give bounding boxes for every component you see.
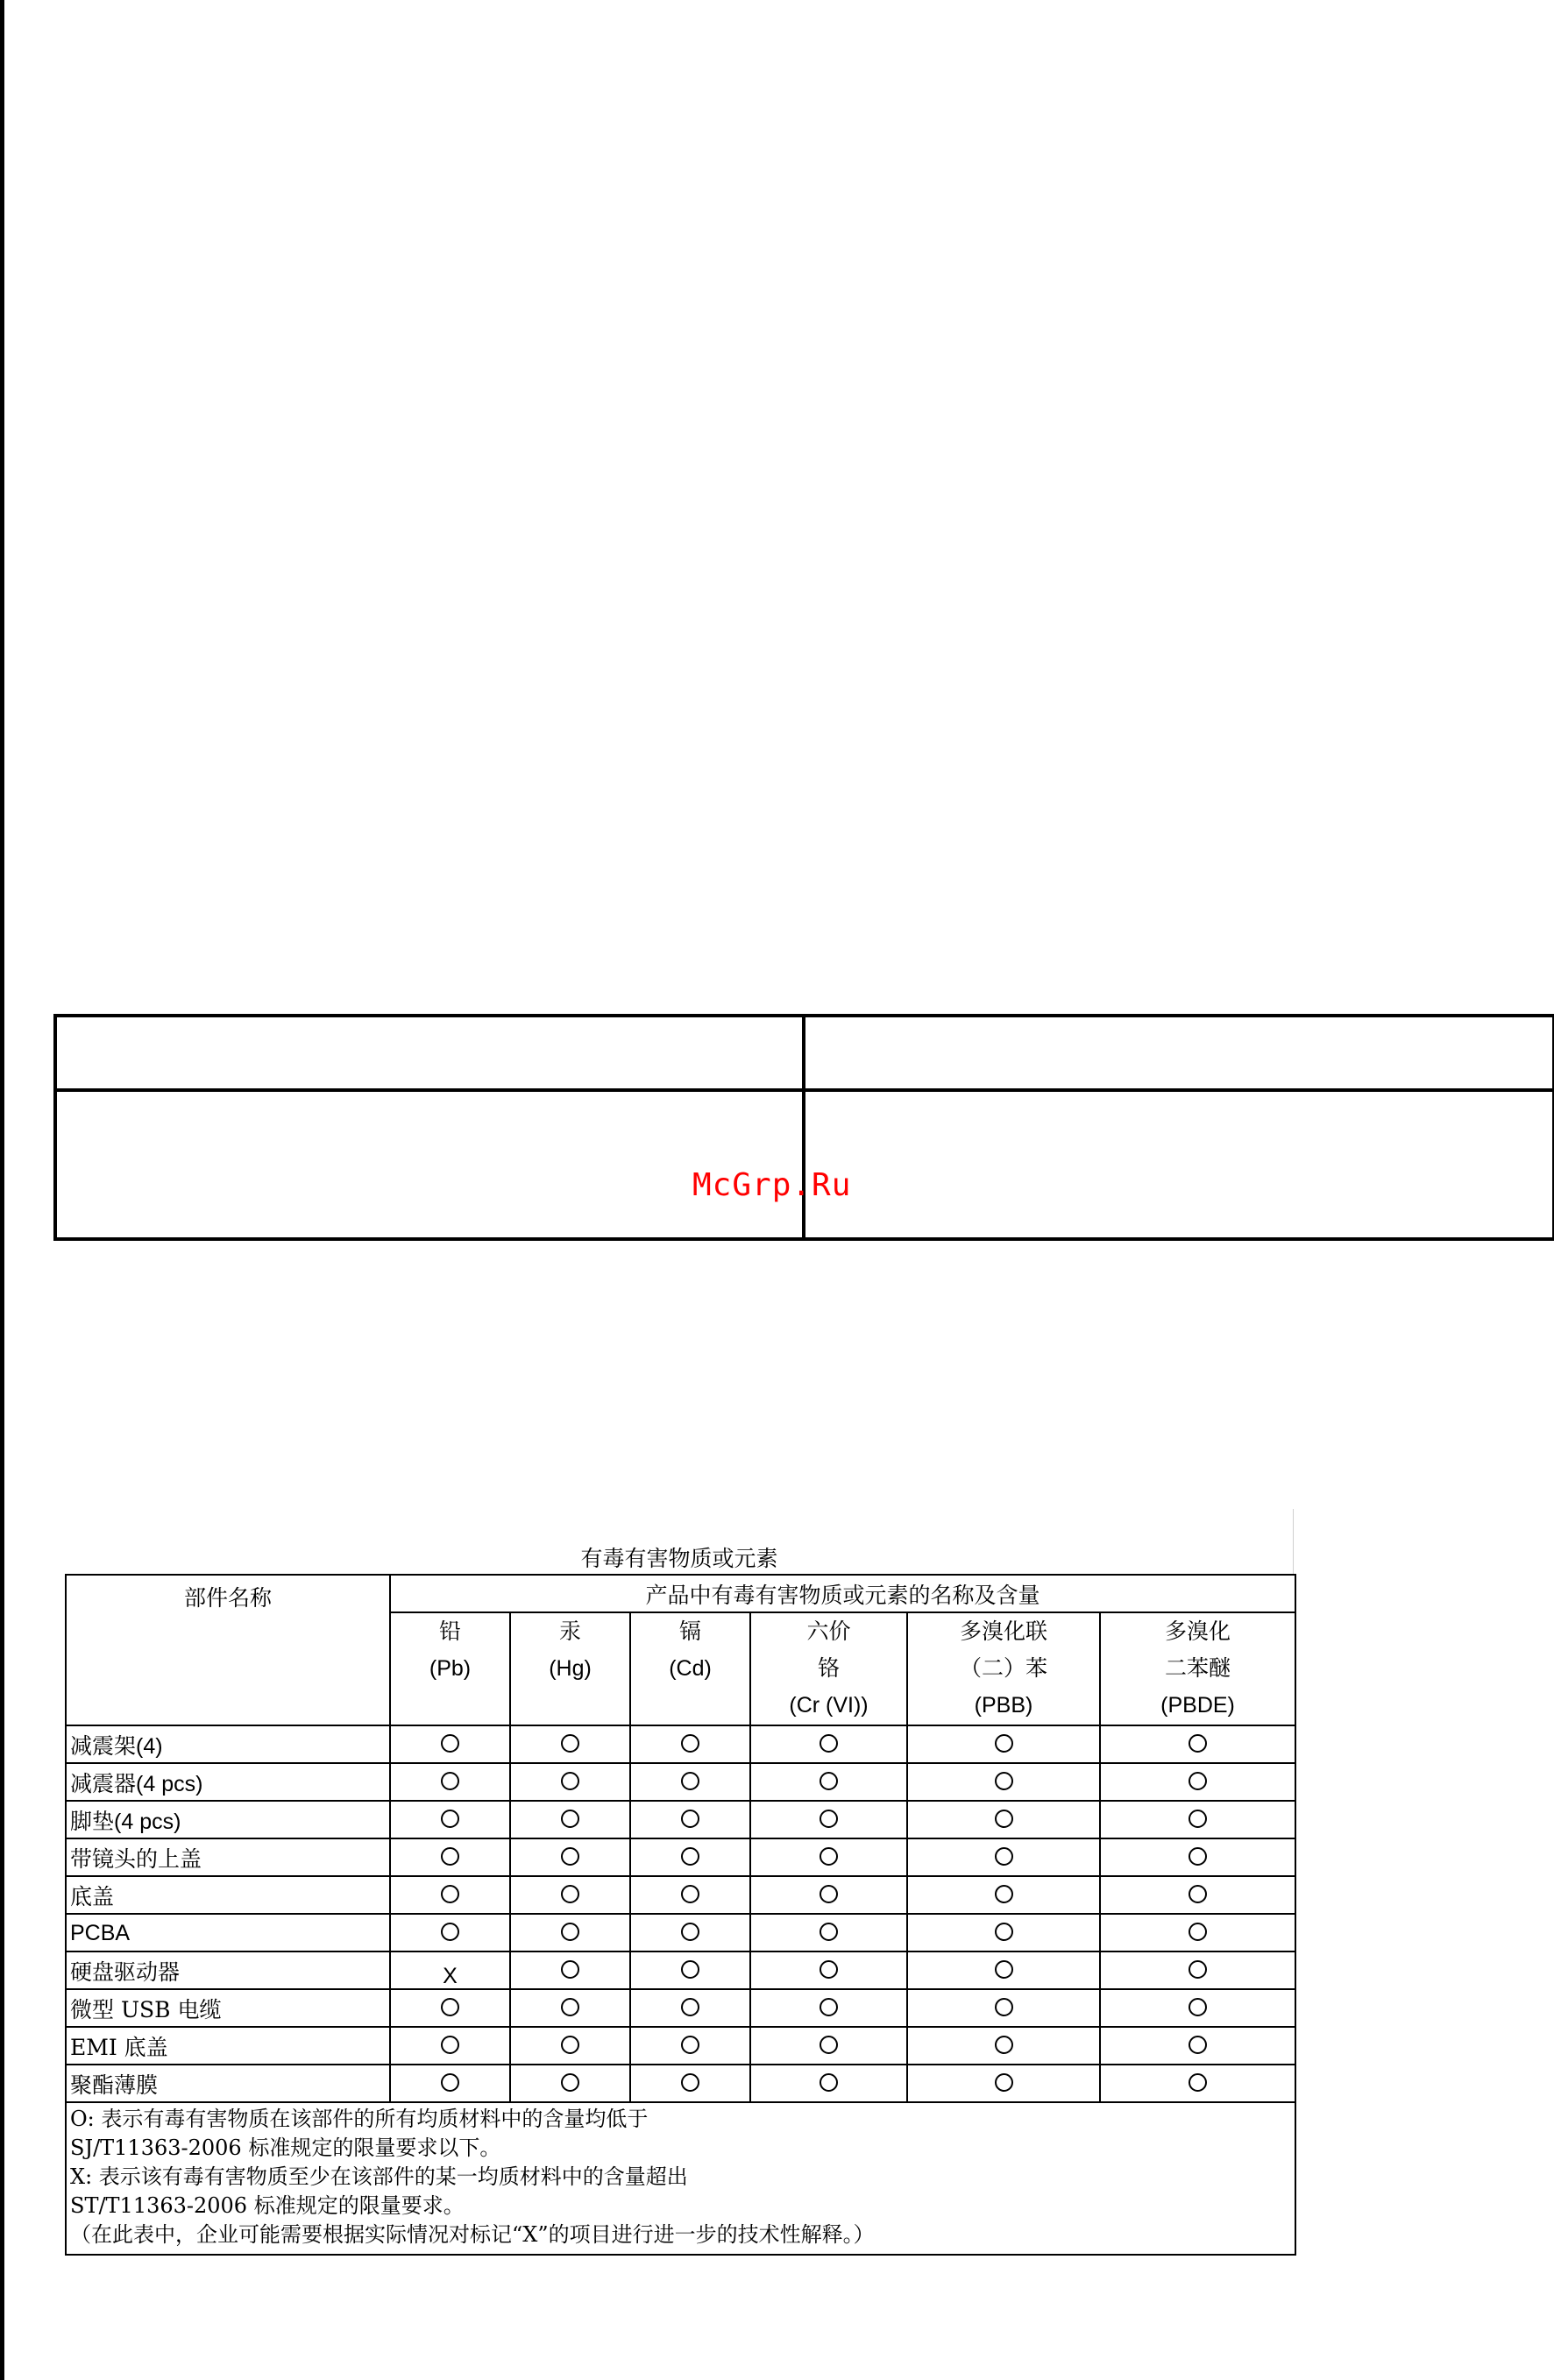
blank-table-cell — [804, 1090, 1554, 1239]
circle-mark-icon — [681, 2036, 699, 2054]
circle-mark-icon — [1189, 1885, 1207, 1903]
circle-mark-icon — [561, 1847, 579, 1866]
substance-value-cell — [1100, 1989, 1295, 2027]
part-name: 减震架 — [70, 1732, 137, 1759]
circle-mark-icon — [681, 1810, 699, 1828]
hazardous-substance-table — [65, 1574, 1296, 2256]
circle-mark-icon — [995, 1998, 1013, 2016]
substance-value-cell — [907, 1914, 1100, 1951]
part-name-latin: PCBA — [70, 1920, 131, 1945]
substance-value-cell — [907, 1838, 1100, 1876]
substance-value-cell — [750, 1801, 907, 1838]
substance-value-cell — [907, 1725, 1100, 1763]
substance-value-cell — [510, 1725, 630, 1763]
part-name-cell — [66, 1725, 390, 1763]
circle-mark-icon — [561, 1810, 579, 1828]
substance-value-cell — [510, 1801, 630, 1838]
substance-header-line: 镉 — [678, 1619, 701, 1644]
circle-mark-icon — [681, 1960, 699, 1979]
left-margin-rule — [0, 0, 4, 2380]
substance-value-cell — [1100, 2065, 1295, 2102]
table-title: 有毒有害物质或元素 — [580, 1546, 778, 1571]
part-name: 减震器 — [70, 1770, 137, 1796]
circle-mark-icon — [681, 1772, 699, 1790]
circle-mark-icon — [561, 1998, 579, 2016]
substance-value-cell — [1100, 1801, 1295, 1838]
substance-header-cell — [907, 1612, 1100, 1725]
x-mark: X — [443, 1963, 458, 1988]
circle-mark-icon — [820, 1734, 838, 1753]
circle-mark-icon — [1189, 1810, 1207, 1828]
substance-value-cell — [510, 2065, 630, 2102]
notes-cell — [66, 2102, 1295, 2255]
circle-mark-icon — [441, 1923, 459, 1941]
note-line: SJ/T11363-2006 标准规定的限量要求以下。 — [70, 2136, 501, 2160]
substance-value-cell — [750, 1951, 907, 1989]
circle-mark-icon — [995, 1885, 1013, 1903]
circle-mark-icon — [995, 2036, 1013, 2054]
circle-mark-icon — [820, 1923, 838, 1941]
substance-value-cell — [907, 1951, 1100, 1989]
part-name: 硬盘驱动器 — [70, 1959, 181, 1985]
substance-value-cell — [630, 2027, 750, 2065]
substance-value-cell — [390, 1876, 510, 1914]
table-row — [66, 1725, 1295, 1763]
substance-value-cell — [510, 1989, 630, 2027]
blank-table-row — [55, 1016, 1554, 1090]
substance-value-cell — [510, 1951, 630, 1989]
table-row — [66, 1801, 1295, 1838]
substance-header-line: 铅 — [438, 1619, 461, 1644]
substance-header-line: (Cd) — [669, 1656, 712, 1681]
table-row — [66, 1763, 1295, 1801]
substance-value-cell — [630, 1763, 750, 1801]
circle-mark-icon — [441, 1847, 459, 1866]
substance-value-cell — [630, 1876, 750, 1914]
substance-header-line: 多溴化 — [1165, 1619, 1231, 1644]
watermark-text: McGrp.Ru — [692, 1167, 852, 1203]
substance-header-cell — [1100, 1612, 1295, 1725]
substance-value-cell — [510, 1876, 630, 1914]
substance-value-cell — [510, 1763, 630, 1801]
circle-mark-icon — [1189, 1998, 1207, 2016]
circle-mark-icon — [995, 1772, 1013, 1790]
substance-value-cell — [1100, 1951, 1295, 1989]
substance-value-cell — [750, 2027, 907, 2065]
substance-value-cell — [750, 2065, 907, 2102]
substance-value-cell — [907, 2027, 1100, 2065]
part-name-cell — [66, 1989, 390, 2027]
substance-header-line: (PBB) — [974, 1693, 1033, 1718]
table-row — [66, 1951, 1295, 1989]
notes-row — [66, 2102, 1295, 2255]
circle-mark-icon — [561, 1960, 579, 1979]
substance-header-line: (Cr (VI)) — [789, 1693, 869, 1718]
circle-mark-icon — [561, 1772, 579, 1790]
part-name-latin: (4 pcs) — [136, 1771, 203, 1796]
blank-table-cell — [55, 1016, 804, 1090]
substance-value-cell — [750, 1838, 907, 1876]
substance-value-cell — [907, 1989, 1100, 2027]
substance-value-cell — [390, 1951, 510, 1989]
note-line: ST/T11363-2006 标准规定的限量要求。 — [70, 2193, 465, 2218]
substance-value-cell — [630, 1725, 750, 1763]
substance-value-cell — [1100, 1763, 1295, 1801]
circle-mark-icon — [1189, 1960, 1207, 1979]
blank-table-cell — [804, 1016, 1554, 1090]
circle-mark-icon — [1189, 1734, 1207, 1753]
circle-mark-icon — [681, 1885, 699, 1903]
substance-header-line: 汞 — [558, 1619, 581, 1644]
substance-value-cell — [907, 1876, 1100, 1914]
circle-mark-icon — [995, 1960, 1013, 1979]
table-row — [66, 1914, 1295, 1951]
circle-mark-icon — [820, 1998, 838, 2016]
substance-value-cell — [630, 1801, 750, 1838]
circle-mark-icon — [1189, 1772, 1207, 1790]
substance-value-cell — [750, 1989, 907, 2027]
substance-value-cell — [907, 1801, 1100, 1838]
circle-mark-icon — [681, 1734, 699, 1753]
circle-mark-icon — [1189, 1923, 1207, 1941]
circle-mark-icon — [681, 2073, 699, 2092]
part-name: 微型 USB 电缆 — [70, 1996, 222, 2022]
substance-value-cell — [630, 1838, 750, 1876]
blank-bordered-table — [53, 1014, 1554, 1241]
substance-header-line: (Pb) — [429, 1656, 472, 1681]
part-name: EMI 底盖 — [70, 2034, 168, 2060]
blank-table-row — [55, 1090, 1554, 1239]
note-line: X: 表示该有毒有害物质至少在该部件的某一均质材料中的含量超出 — [70, 2164, 688, 2189]
circle-mark-icon — [561, 2073, 579, 2092]
substance-header-line: (PBDE) — [1160, 1693, 1235, 1718]
substance-value-cell — [630, 1914, 750, 1951]
substance-header-line — [511, 1687, 629, 1724]
table-row — [66, 2065, 1295, 2102]
part-name: 脚垫 — [70, 1808, 115, 1834]
substance-value-cell — [1100, 1838, 1295, 1876]
part-name-cell — [66, 1801, 390, 1838]
substance-value-cell — [1100, 1914, 1295, 1951]
substance-header-line — [631, 1687, 749, 1724]
part-name-cell — [66, 1951, 390, 1989]
substance-header-line: 六价 — [806, 1619, 851, 1644]
substance-value-cell — [390, 1989, 510, 2027]
circle-mark-icon — [995, 1923, 1013, 1941]
circle-mark-icon — [820, 1960, 838, 1979]
circle-mark-icon — [561, 1923, 579, 1941]
circle-mark-icon — [441, 1734, 459, 1753]
part-name-cell — [66, 2065, 390, 2102]
circle-mark-icon — [995, 2073, 1013, 2092]
part-name-cell — [66, 1876, 390, 1914]
substance-value-cell — [390, 1838, 510, 1876]
circle-mark-icon — [681, 1923, 699, 1941]
substance-value-cell — [510, 1838, 630, 1876]
substance-value-cell — [750, 1763, 907, 1801]
circle-mark-icon — [681, 1847, 699, 1866]
table-row — [66, 1838, 1295, 1876]
substance-value-cell — [390, 2027, 510, 2065]
substance-header-line — [391, 1687, 509, 1724]
table-row — [66, 1876, 1295, 1914]
substance-value-cell — [750, 1914, 907, 1951]
note-line: （在此表中，企业可能需要根据实际情况对标记“X”的项目进行进一步的技术性解释。） — [70, 2222, 875, 2247]
circle-mark-icon — [820, 1810, 838, 1828]
part-name-cell — [66, 1914, 390, 1951]
substance-value-cell — [630, 1951, 750, 1989]
table-row — [66, 2027, 1295, 2065]
header-row — [66, 1575, 1295, 1612]
substance-header-line: 二苯醚 — [1165, 1655, 1231, 1681]
substance-value-cell — [1100, 1725, 1295, 1763]
table-row — [66, 1989, 1295, 2027]
substance-value-cell — [390, 1801, 510, 1838]
circle-mark-icon — [441, 1810, 459, 1828]
substance-value-cell — [390, 1763, 510, 1801]
substance-header-line: （二）苯 — [959, 1655, 1047, 1681]
substance-value-cell — [1100, 2027, 1295, 2065]
circle-mark-icon — [995, 1734, 1013, 1753]
circle-mark-icon — [995, 1847, 1013, 1866]
substance-value-cell — [907, 2065, 1100, 2102]
blank-table-cell — [55, 1090, 804, 1239]
circle-mark-icon — [441, 1772, 459, 1790]
substance-header-cell — [630, 1612, 750, 1725]
part-name-latin: (4) — [136, 1733, 163, 1759]
substance-header-cell — [390, 1612, 510, 1725]
substance-value-cell — [750, 1876, 907, 1914]
substance-value-cell — [630, 2065, 750, 2102]
circle-mark-icon — [820, 1885, 838, 1903]
substance-value-cell — [390, 2065, 510, 2102]
substance-value-cell — [390, 1914, 510, 1951]
circle-mark-icon — [820, 2073, 838, 2092]
substance-header-cell — [510, 1612, 630, 1725]
substance-value-cell — [630, 1989, 750, 2027]
substance-value-cell — [390, 1725, 510, 1763]
circle-mark-icon — [441, 1998, 459, 2016]
substance-header-cell — [750, 1612, 907, 1725]
part-name-latin: (4 pcs) — [114, 1809, 181, 1834]
circle-mark-icon — [1189, 2073, 1207, 2092]
circle-mark-icon — [561, 1734, 579, 1753]
circle-mark-icon — [1189, 2036, 1207, 2054]
circle-mark-icon — [820, 2036, 838, 2054]
circle-mark-icon — [995, 1810, 1013, 1828]
circle-mark-icon — [820, 1772, 838, 1790]
circle-mark-icon — [441, 1885, 459, 1903]
part-name-cell — [66, 1838, 390, 1876]
circle-mark-icon — [1189, 1847, 1207, 1866]
part-name-header: 部件名称 — [66, 1575, 390, 1725]
part-name-cell — [66, 2027, 390, 2065]
substance-value-cell — [510, 2027, 630, 2065]
part-name: 带镜头的上盖 — [70, 1845, 202, 1872]
substance-value-cell — [907, 1763, 1100, 1801]
substance-value-cell — [1100, 1876, 1295, 1914]
circle-mark-icon — [820, 1847, 838, 1866]
circle-mark-icon — [441, 2073, 459, 2092]
substance-group-header: 产品中有毒有害物质或元素的名称及含量 — [390, 1575, 1295, 1612]
substance-header-line: (Hg) — [549, 1656, 592, 1681]
substance-header-line: 铬 — [817, 1655, 840, 1681]
part-name: 聚酯薄膜 — [70, 2072, 159, 2098]
circle-mark-icon — [681, 1998, 699, 2016]
part-name-cell — [66, 1763, 390, 1801]
part-name: 底盖 — [70, 1883, 115, 1909]
circle-mark-icon — [561, 2036, 579, 2054]
substance-value-cell — [510, 1914, 630, 1951]
circle-mark-icon — [441, 2036, 459, 2054]
substance-value-cell — [750, 1725, 907, 1763]
circle-mark-icon — [561, 1885, 579, 1903]
substance-header-line: 多溴化联 — [959, 1619, 1047, 1644]
note-line: O: 表示有毒有害物质在该部件的所有均质材料中的含量均低于 — [70, 2107, 649, 2131]
